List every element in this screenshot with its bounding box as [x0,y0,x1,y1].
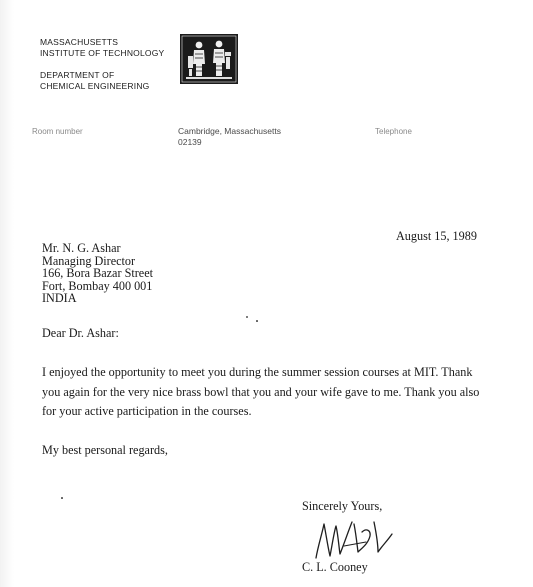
body-line-3: for your active participation in the courses. [42,404,252,418]
scan-speck [256,320,258,322]
recipient-street: 166, Bora Bazar Street [42,266,154,280]
signatory-name: C. L. Cooney [302,560,368,574]
mit-seal-logo [180,34,238,84]
department-name [40,70,149,92]
recipient-name: Mr. N. G. Ashar [42,241,121,255]
institute-line-1: MASSACHUSETTS [40,37,119,47]
recipient-address [42,242,153,305]
recipient-city: Fort, Bombay 400 001 [42,278,153,293]
zip-code: 02139 [178,137,202,147]
body-line-1: I enjoyed the opportunity to meet you during the summer session courses at MIT. Thank [42,365,473,379]
scan-speck [61,497,63,499]
body-line-2: you again for the very nice brass bowl that you and your wife gave to me. Thank you also [42,384,480,399]
scan-edge-shadow [0,0,14,587]
letter-date: August 15, 1989 [396,229,477,243]
department-line-1: DEPARTMENT OF [40,70,115,80]
body-paragraph [42,363,479,422]
institute-line-2: INSTITUTE OF TECHNOLOGY [40,48,165,58]
scan-speck [246,316,248,318]
handwritten-signature [308,518,398,562]
regards-line: My best personal regards, [42,443,168,457]
recipient-title: Managing Director [42,253,136,268]
room-number-label: Room number [32,127,83,136]
city-line: Cambridge, Massachusetts [178,126,281,136]
institute-name [40,37,164,59]
sign-off: Sincerely Yours, [302,499,383,513]
salutation: Dear Dr. Ashar: [42,326,119,340]
department-line-2: CHEMICAL ENGINEERING [40,81,150,91]
telephone-label: Telephone [375,127,412,136]
recipient-country: INDIA [42,291,77,305]
